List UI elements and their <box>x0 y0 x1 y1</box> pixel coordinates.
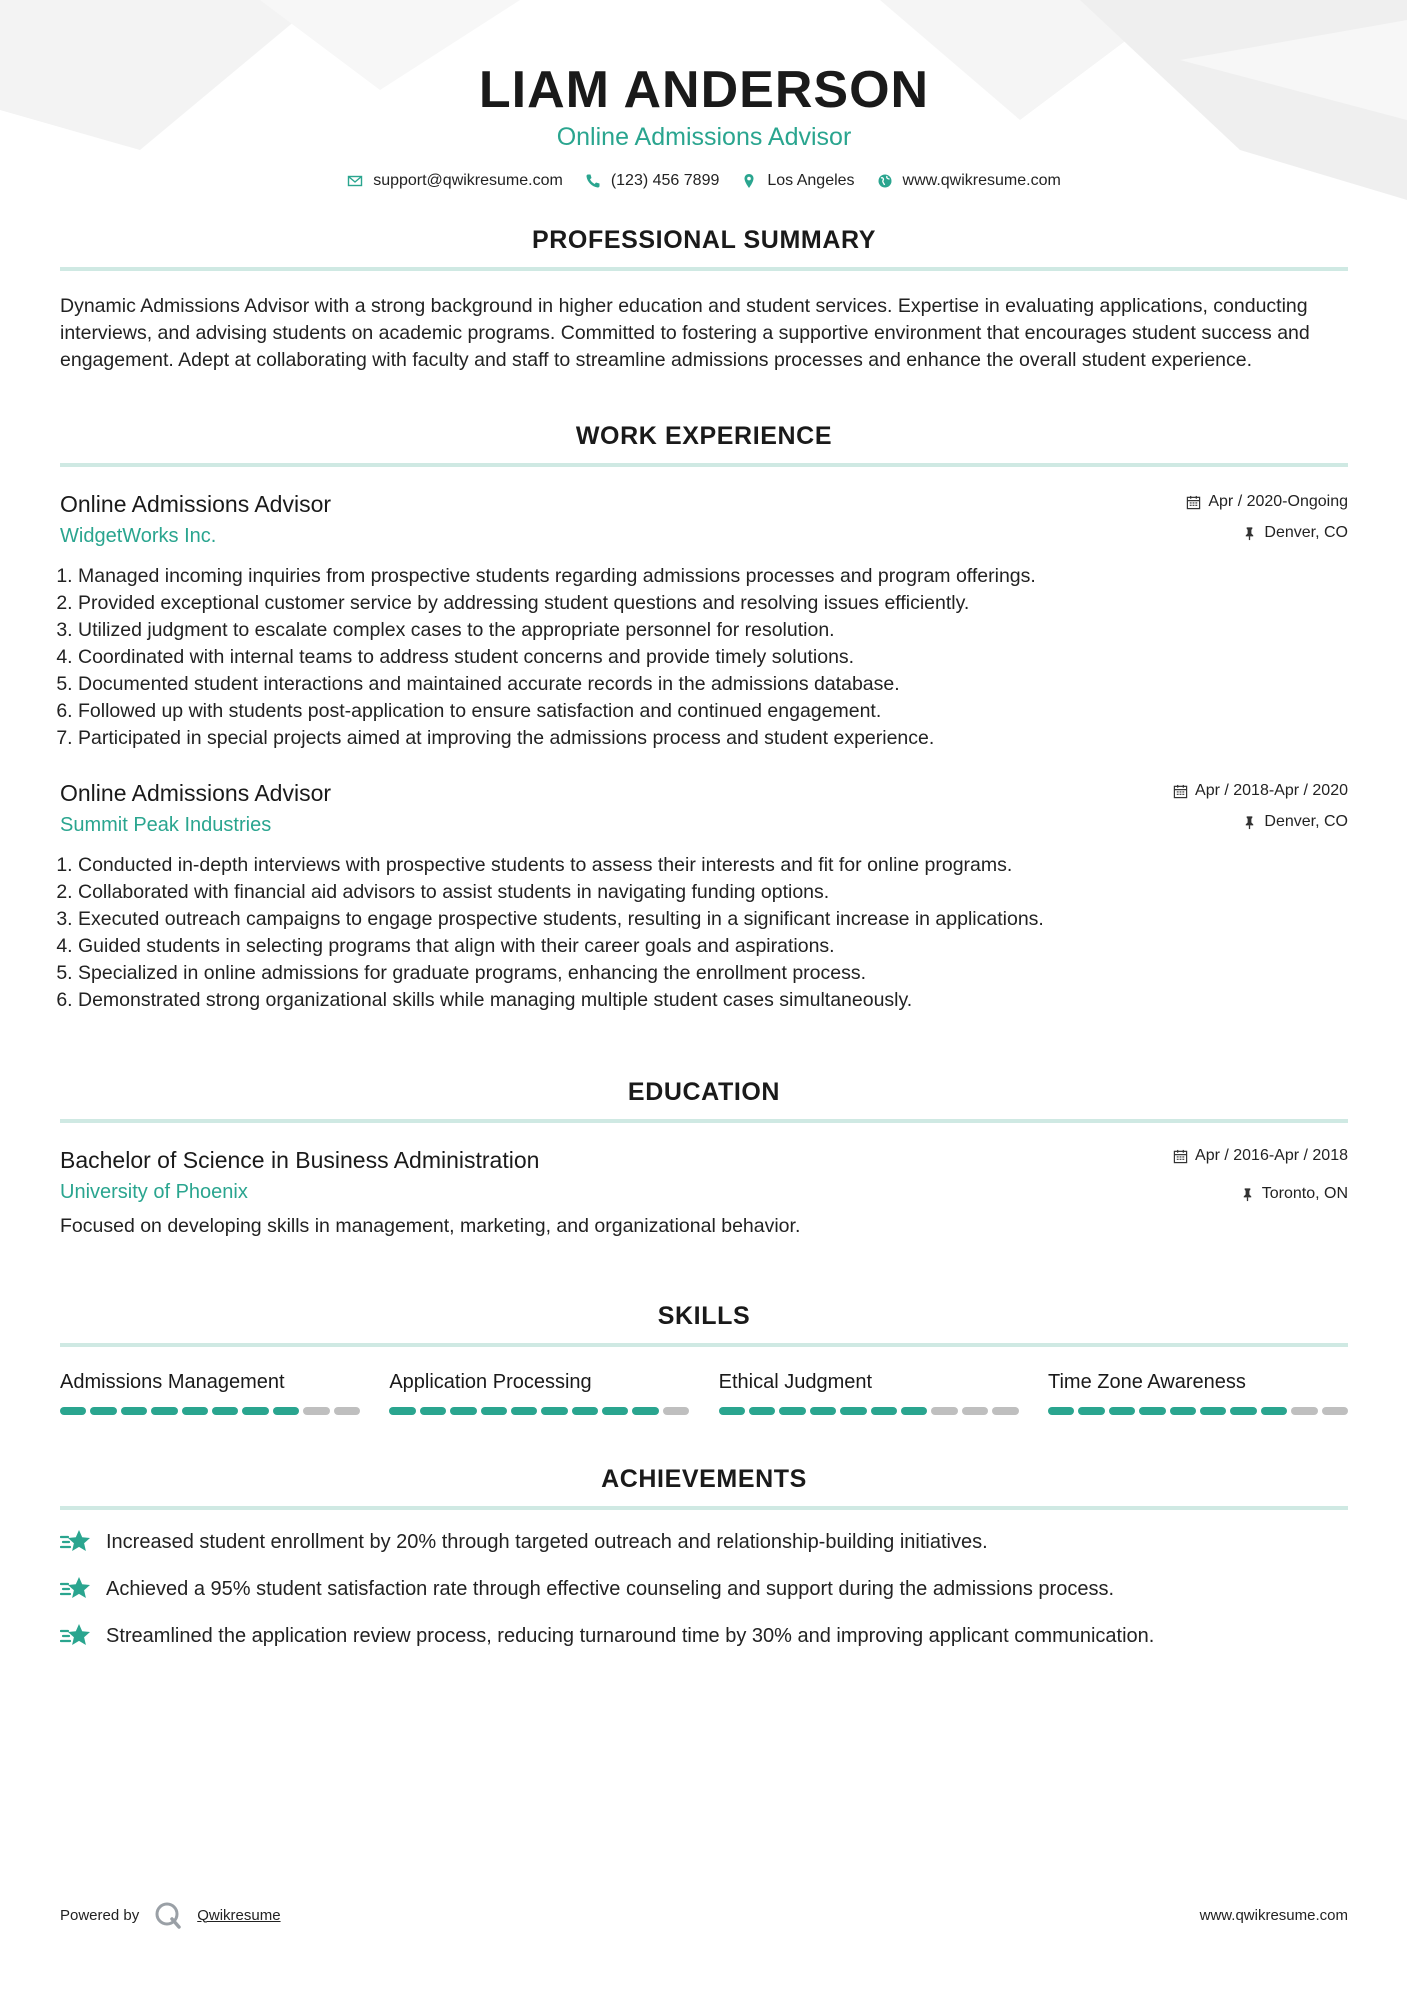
footer-website[interactable]: www.qwikresume.com <box>1199 1906 1348 1924</box>
skills-section <box>60 1302 1348 1415</box>
achievements-heading: ACHIEVEMENTS <box>601 1465 807 1493</box>
skill-segment-filled <box>1078 1407 1104 1415</box>
candidate-name: LIAM ANDERSON <box>478 61 930 119</box>
job-location-text: Denver, CO <box>1264 524 1348 541</box>
job-dates-text: Apr / 2018-Apr / 2020 <box>1195 782 1348 799</box>
globe-icon <box>877 173 893 189</box>
skill-segment-filled <box>90 1407 116 1415</box>
skill-segment-filled <box>1261 1407 1287 1415</box>
powered-by <box>60 1900 281 1930</box>
skill-level-bar <box>60 1407 360 1415</box>
contact-website[interactable] <box>877 172 1061 190</box>
skill-item <box>1048 1369 1348 1415</box>
calendar-icon <box>1173 1149 1188 1164</box>
job-title: Online Admissions Advisor <box>60 780 332 806</box>
duty-item: 5. Documented student interactions and maintained accurate records in the admissions database. <box>78 671 1348 698</box>
skill-segment-filled <box>212 1407 238 1415</box>
summary-divider <box>60 267 1348 271</box>
skill-segment-empty <box>992 1407 1018 1415</box>
job-entry <box>60 778 1348 1014</box>
education-entry <box>60 1145 1348 1240</box>
duty-item: 6. Demonstrated strong organizational skills while managing multiple student cases simultaneously. <box>78 987 1348 1014</box>
achievement-text: Achieved a 95% student satisfaction rate through effective counseling and support during the admissions process. <box>106 1578 1115 1600</box>
star-icon <box>60 1622 92 1650</box>
skill-segment-filled <box>1230 1407 1256 1415</box>
phone-text: (123) 456 7899 <box>610 172 720 189</box>
skill-segment-empty <box>1322 1407 1348 1415</box>
education-heading: EDUCATION <box>627 1078 781 1106</box>
skill-segment-filled <box>242 1407 268 1415</box>
map-pin-icon <box>741 173 757 189</box>
location-text: Los Angeles <box>767 172 855 189</box>
skill-segment-filled <box>632 1407 658 1415</box>
duty-item: 4. Coordinated with internal teams to address student concerns and provide timely solutions. <box>78 644 1348 671</box>
achievement-item <box>60 1622 1348 1650</box>
website-text: www.qwikresume.com <box>902 172 1061 189</box>
job-dates-text: Apr / 2020-Ongoing <box>1208 493 1348 510</box>
achievement-item <box>60 1575 1348 1603</box>
skill-segment-filled <box>779 1407 805 1415</box>
school-name: University of Phoenix <box>60 1181 248 1203</box>
achievements-list <box>60 1528 1348 1650</box>
duty-item: 6. Followed up with students post-application to ensure satisfaction and continued engagement. <box>78 698 1348 725</box>
skill-segment-empty <box>1291 1407 1317 1415</box>
skill-segment-filled <box>389 1407 415 1415</box>
resume-header <box>60 0 1348 190</box>
degree-title: Bachelor of Science in Business Administration <box>60 1147 540 1173</box>
pushpin-icon <box>1240 1187 1255 1202</box>
skill-name: Ethical Judgment <box>718 1371 873 1393</box>
job-dates <box>1173 782 1348 800</box>
skill-segment-filled <box>151 1407 177 1415</box>
skill-level-bar <box>1048 1407 1348 1415</box>
job-title: Online Admissions Advisor <box>60 491 332 517</box>
contact-location <box>741 172 854 190</box>
skill-segment-empty <box>931 1407 957 1415</box>
skill-segment-filled <box>121 1407 147 1415</box>
skill-segment-filled <box>1200 1407 1226 1415</box>
skill-item <box>389 1369 689 1415</box>
achievement-text: Increased student enrollment by 20% through targeted outreach and relationship-building initiatives. <box>106 1531 988 1553</box>
skill-level-bar <box>719 1407 1019 1415</box>
skill-segment-filled <box>572 1407 598 1415</box>
skill-name: Application Processing <box>389 1371 592 1393</box>
skills-row <box>60 1369 1348 1415</box>
duty-item: 5. Specialized in online admissions for graduate programs, enhancing the enrollment process. <box>78 960 1348 987</box>
company-name: Summit Peak Industries <box>60 814 272 836</box>
duty-item: 2. Provided exceptional customer service by addressing student questions and resolving issues efficiently. <box>78 590 1348 617</box>
skill-item <box>60 1369 360 1415</box>
qwikresume-logo-icon <box>153 1900 183 1930</box>
company-name: WidgetWorks Inc. <box>60 525 217 547</box>
calendar-icon <box>1186 495 1201 510</box>
skill-segment-filled <box>450 1407 476 1415</box>
duty-item: 1. Conducted in-depth interviews with prospective students to assess their interests and fit for online programs. <box>78 852 1348 879</box>
duty-item: 4. Guided students in selecting programs that align with their career goals and aspirations. <box>78 933 1348 960</box>
duty-item: 3. Executed outreach campaigns to engage prospective students, resulting in a significant increase in applications. <box>78 906 1348 933</box>
achievements-divider <box>60 1506 1348 1510</box>
skill-segment-filled <box>481 1407 507 1415</box>
education-divider <box>60 1119 1348 1123</box>
skill-segment-filled <box>901 1407 927 1415</box>
star-icon <box>60 1575 92 1603</box>
education-description: Focused on developing skills in management, marketing, and organizational behavior. <box>60 1215 801 1237</box>
skill-segment-filled <box>273 1407 299 1415</box>
phone-icon <box>585 173 601 189</box>
pushpin-icon <box>1242 526 1257 541</box>
achievement-item <box>60 1528 1348 1556</box>
skill-segment-filled <box>1109 1407 1135 1415</box>
calendar-icon <box>1173 784 1188 799</box>
duties-list <box>60 852 1348 1014</box>
candidate-role: Online Admissions Advisor <box>556 123 852 151</box>
skill-segment-filled <box>871 1407 897 1415</box>
contact-email[interactable] <box>347 172 563 190</box>
skill-segment-filled <box>1139 1407 1165 1415</box>
skill-segment-empty <box>962 1407 988 1415</box>
skill-segment-filled <box>840 1407 866 1415</box>
education-dates-text: Apr / 2016-Apr / 2018 <box>1195 1147 1348 1164</box>
skills-heading: SKILLS <box>657 1302 751 1330</box>
education-location <box>1240 1185 1348 1203</box>
summary-heading: PROFESSIONAL SUMMARY <box>532 226 876 254</box>
skill-segment-filled <box>1048 1407 1074 1415</box>
contact-bar <box>60 172 1348 190</box>
skill-segment-filled <box>719 1407 745 1415</box>
experience-heading: WORK EXPERIENCE <box>575 422 833 450</box>
brand-link[interactable]: Qwikresume <box>197 1906 281 1924</box>
skill-segment-filled <box>749 1407 775 1415</box>
contact-phone[interactable] <box>585 172 720 190</box>
experience-section <box>60 422 1348 1014</box>
skill-segment-empty <box>663 1407 689 1415</box>
email-text: support@qwikresume.com <box>373 172 563 189</box>
skill-segment-filled <box>511 1407 537 1415</box>
duties-list <box>60 563 1348 752</box>
star-icon <box>60 1528 92 1556</box>
skill-segment-filled <box>182 1407 208 1415</box>
skill-segment-filled <box>810 1407 836 1415</box>
duty-item: 3. Utilized judgment to escalate complex cases to the appropriate personnel for resolution. <box>78 617 1348 644</box>
skill-item <box>719 1369 1019 1415</box>
pushpin-icon <box>1242 815 1257 830</box>
experience-divider <box>60 463 1348 467</box>
duty-item: 7. Participated in special projects aimed at improving the admissions process and student experience. <box>78 725 1348 752</box>
education-dates <box>1173 1147 1348 1165</box>
envelope-icon <box>347 173 363 189</box>
skill-segment-filled <box>420 1407 446 1415</box>
achievements-section <box>60 1465 1348 1650</box>
job-location <box>1242 813 1348 831</box>
summary-section <box>60 226 1348 374</box>
skill-segment-filled <box>541 1407 567 1415</box>
skill-segment-filled <box>60 1407 86 1415</box>
skill-segment-filled <box>1170 1407 1196 1415</box>
education-location-text: Toronto, ON <box>1261 1185 1348 1202</box>
page-footer <box>60 1900 1348 1930</box>
skills-divider <box>60 1343 1348 1347</box>
summary-text: Dynamic Admissions Advisor with a strong background in higher education and student services. Expertise in evaluating applications, conducting interviews, and advising students on academic programs. Committed to fostering a supportive environment that encourages student success and engagement. Adept at collaborating with faculty and staff to streamline admissions processes and enhance the overall student experience. <box>60 295 1310 371</box>
job-dates <box>1186 493 1348 511</box>
achievement-text: Streamlined the application review process, reducing turnaround time by 30% and improving applicant communication. <box>106 1625 1155 1647</box>
duty-item: 2. Collaborated with financial aid advisors to assist students in navigating funding options. <box>78 879 1348 906</box>
skill-segment-filled <box>602 1407 628 1415</box>
skill-name: Admissions Management <box>60 1371 285 1393</box>
skill-segment-empty <box>303 1407 329 1415</box>
powered-by-label: Powered by <box>60 1906 140 1924</box>
duty-item: 1. Managed incoming inquiries from prospective students regarding admissions processes and program offerings. <box>78 563 1348 590</box>
skill-segment-empty <box>334 1407 360 1415</box>
job-location-text: Denver, CO <box>1264 813 1348 830</box>
job-entry <box>60 489 1348 752</box>
skill-level-bar <box>389 1407 689 1415</box>
skill-name: Time Zone Awareness <box>1047 1371 1246 1393</box>
education-section <box>60 1078 1348 1240</box>
job-location <box>1242 524 1348 542</box>
